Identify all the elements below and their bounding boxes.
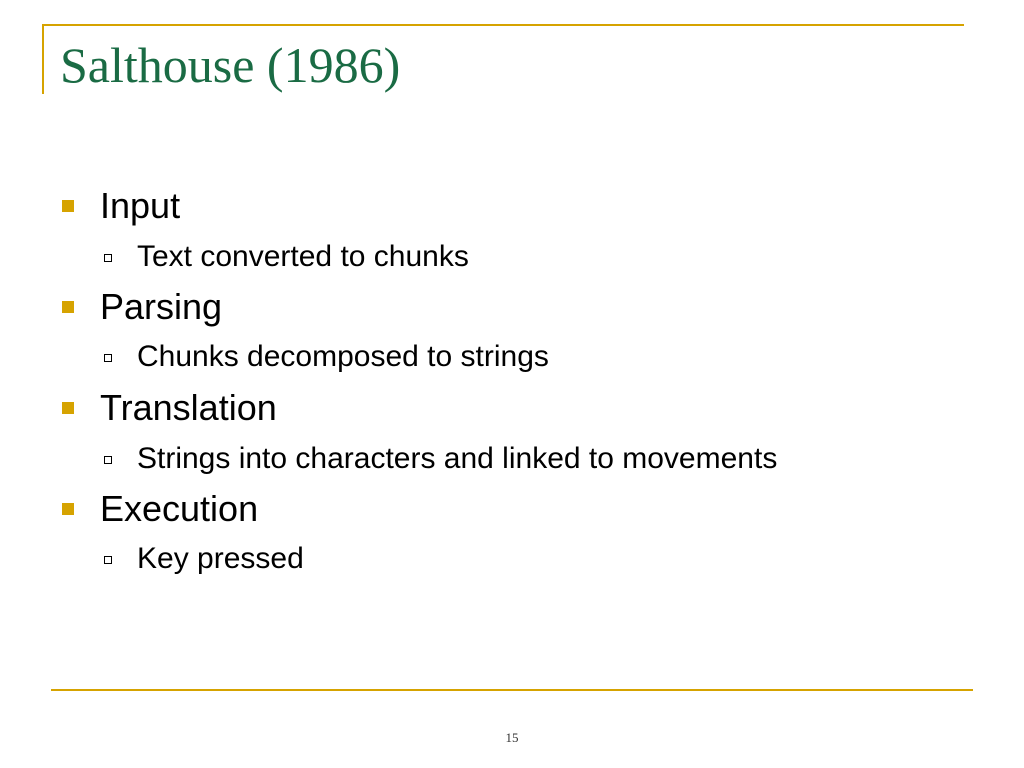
filled-square-bullet-icon [62, 200, 74, 212]
slide-number: 15 [505, 730, 519, 745]
sub-bullet-label: Key pressed [137, 542, 304, 575]
filled-square-bullet-icon [62, 301, 74, 313]
sub-bullet-label: Chunks decomposed to strings [137, 340, 549, 373]
sub-bullet-execution [137, 544, 304, 574]
hollow-square-bullet-icon [104, 354, 112, 362]
sub-bullet-label: Text converted to chunks [137, 240, 469, 273]
hollow-square-bullet-icon [104, 254, 112, 262]
bullet-label: Translation [100, 387, 277, 428]
bullet-label: Execution [100, 488, 259, 529]
sub-bullet-label: Strings into characters and linked to movements [137, 442, 778, 475]
bullet-label: Parsing [100, 286, 223, 327]
bullet-input [100, 185, 181, 226]
bullet-label: Input [100, 185, 181, 226]
sub-bullet-input [137, 242, 469, 272]
bullet-execution [100, 488, 259, 529]
filled-square-bullet-icon [62, 503, 74, 515]
sub-bullet-parsing [137, 342, 549, 372]
hollow-square-bullet-icon [104, 456, 112, 464]
filled-square-bullet-icon [62, 402, 74, 414]
bullet-translation [100, 387, 277, 428]
slide-title: Salthouse (1986) [60, 37, 401, 93]
sub-bullet-translation [137, 444, 777, 474]
bullet-parsing [100, 286, 223, 327]
hollow-square-bullet-icon [104, 556, 112, 564]
